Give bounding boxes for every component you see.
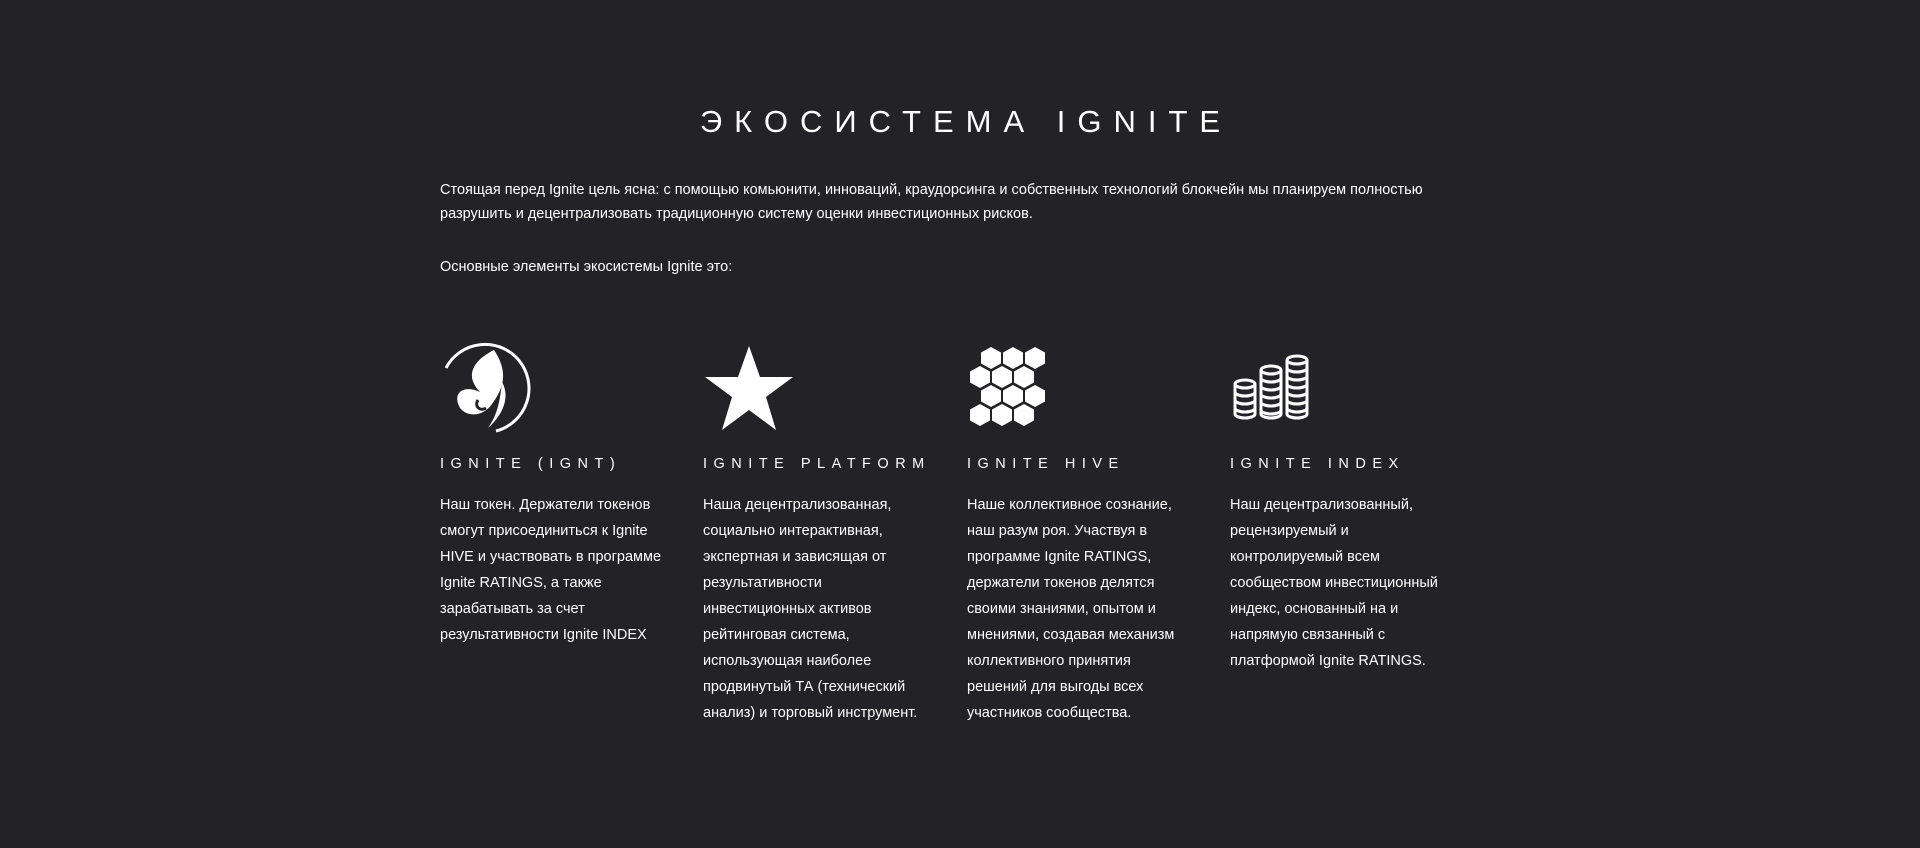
- feature-description: Наша децентрализованная, социально интерактивная, экспертная и зависящая от результативности инвестиционных активов рейтинговая система, использующая наиболее продвинутый ТА (технический анализ) и торговый инструмент.: [703, 497, 918, 721]
- lead-paragraph: Основные элементы экосистемы Ignite это:: [440, 259, 733, 275]
- star-icon: [703, 342, 795, 434]
- honeycomb-icon: [967, 342, 1059, 434]
- ignite-flame-logo-icon: [440, 342, 532, 434]
- feature-hive: [967, 342, 1197, 721]
- feature-index: [1230, 342, 1460, 669]
- feature-title: IGNITE PLATFORM: [703, 456, 931, 472]
- feature-ignt: [440, 342, 670, 643]
- feature-description: Наш токен. Держатели токенов смогут присоединиться к Ignite HIVE и участвовать в программе Ignite RATINGS, а также зарабатывать за счет результативности Ignite INDEX: [440, 497, 662, 643]
- coin-stacks-icon: [1230, 342, 1322, 434]
- feature-title: IGNITE HIVE: [967, 456, 1125, 472]
- feature-description: Наше коллективное сознание, наш разум роя. Участвуя в программе Ignite RATINGS, держатели токенов делятся своими знаниями, опытом и мнениями, создавая механизм коллективного принятия решений для выгоды всех участников сообщества.: [967, 497, 1175, 721]
- intro-paragraph: Стоящая перед Ignite цель ясна: с помощью комьюнити, инноваций, краудорсинга и собственных технологий блокчейн мы планируем полностью разрушить и децентрализовать традиционную систему оценки инвестиционных рисков.: [440, 182, 1423, 222]
- section-title: ЭКОСИСТЕМА IGNITE: [699, 104, 1233, 139]
- feature-title: IGNITE INDEX: [1230, 456, 1405, 472]
- feature-platform: [703, 342, 933, 721]
- feature-description: Наш децентрализованный, рецензируемый и контролируемый всем сообществом инвестиционный индекс, основанный на и напрямую связанный с платформой Ignite RATINGS.: [1230, 497, 1438, 669]
- feature-title: IGNITE (IGNT): [440, 456, 622, 472]
